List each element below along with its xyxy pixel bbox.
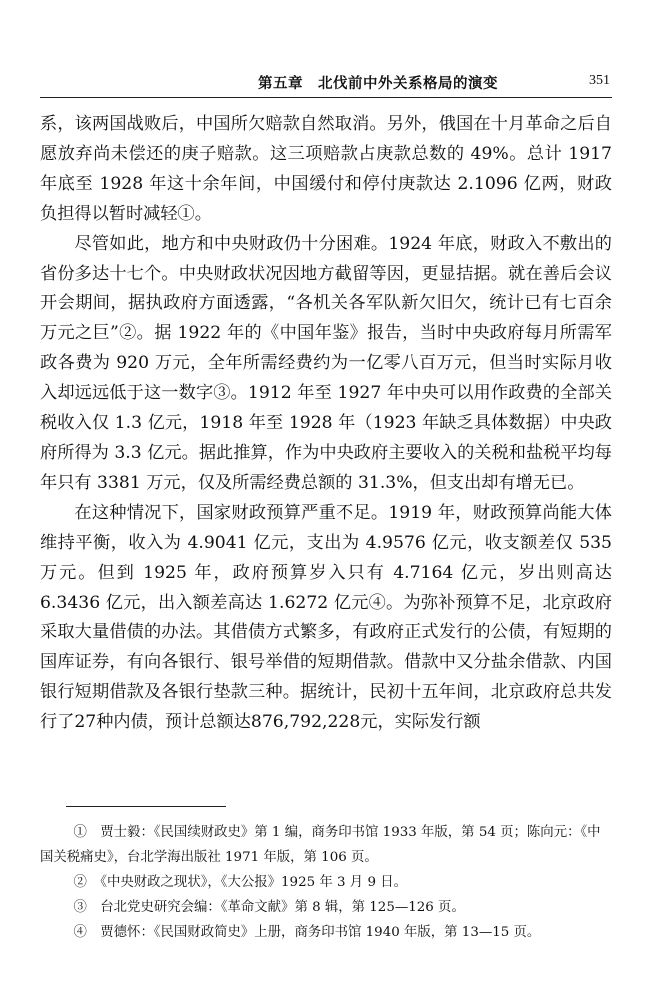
- header-rule: [40, 97, 612, 98]
- body-text: [40, 110, 612, 738]
- paragraph-1: 系，该两国战败后，中国所欠赔款自然取消。另外，俄国在十月革命之后自愿放弃尚未偿还的庚子赔款。这三项赔款占庚款总数的 49%。总计 1917 年底至 1928 年这十余年间，中国缓付和停付庚款达 2.1096 亿两，财政负担得以暂时减轻①。: [40, 114, 612, 224]
- footnote-1: ① 贾士毅：《民国续财政史》第 1 编，商务印书馆 1933 年版，第 54 页；陈向元：《中国关税痛史》，台北学海出版社 1971 年版，第 106 页。: [40, 825, 601, 865]
- footnote-3: ③ 台北党史研究会编：《革命文献》第 8 辑，第 125—126 页。: [73, 900, 465, 915]
- footnote-4: ④ 贾德怀：《民国财政简史》上册，商务印书馆 1940 年版，第 13—15 页。: [73, 925, 541, 940]
- footnote-2: ② 《中央财政之现状》，《大公报》1925 年 3 月 9 日。: [73, 875, 408, 890]
- running-header: [40, 66, 612, 98]
- chapter-title: 第五章 北伐前中外关系格局的演变: [258, 76, 498, 92]
- paragraph-2: 尽管如此，地方和中央财政仍十分困难。1924 年底，财政入不敷出的省份多达十七个。中央财政状况因地方截留等因，更显拮据。就在善后会议开会期间，据执政府方面透露，“各机关各军队新欠旧欠，统计已有七百余万元之巨”②。据 1922 年的《中国年鉴》报告，当时中央政府每月所需军政各费为 920 万元，全年所需经费约为一亿零八百万元，但当时实际月收入却远远低于这一数字③。1912 年至 1927 年中央可以用作政费的全部关税收入仅 1.3 亿元，1918 年至 1928 年（1923 年缺乏具体数据）中央政府所得为 3.3 亿元。据此推算，作为中央政府主要收入的关税和盐税平均每年只有 3381 万元，仅及所需经费总额的 31.3%，但支出却有增无已。: [40, 233, 612, 493]
- page-number: 351: [589, 73, 610, 88]
- footnote-divider: [66, 806, 226, 807]
- footnotes: [40, 820, 612, 945]
- paragraph-3: 在这种情况下，国家财政预算严重不足。1919 年，财政预算尚能大体维持平衡，收入为 4.9041 亿元，支出为 4.9576 亿元，收支额差仅 535 万元。但到 1925 年，政府预算岁入只有 4.7164 亿元，岁出则高达 6.3436 亿元，出入额差高达 1.6272 亿元④。为弥补预算不足，北京政府采取大量借债的办法。其借债方式繁多，有政府正式发行的公债，有短期的国库证券，有向各银行、银号举借的短期借款。借款中又分盐余借款、内国银行短期借款及各银行垫款三种。据统计，民初十五年间，北京政府总共发行了27种内债，预计总额达876,792,228元，实际发行额: [40, 502, 612, 733]
